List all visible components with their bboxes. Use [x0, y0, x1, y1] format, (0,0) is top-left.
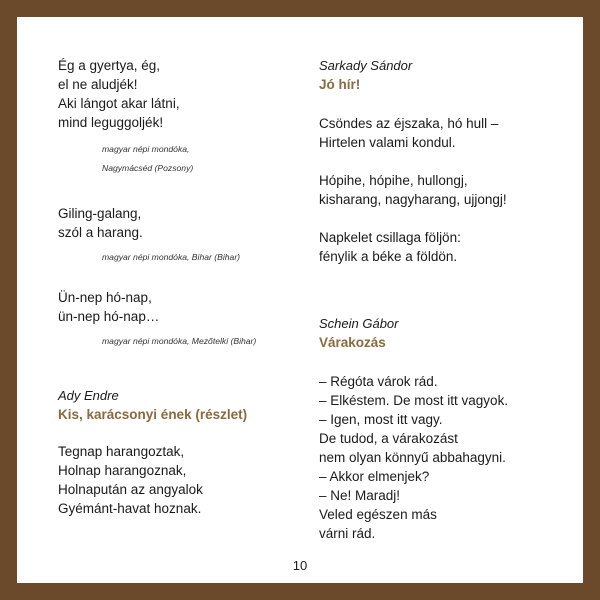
poem-author: Ady Endre	[58, 388, 119, 403]
poem-varakozas	[319, 372, 569, 543]
poem-line: Ég a gyertya, ég,	[58, 58, 161, 73]
poem-jo-hir-stanza-2	[319, 171, 569, 209]
poem-unnep-honap	[58, 288, 298, 326]
poem-line: Veled egészen más	[319, 507, 437, 522]
poem-line: kisharang, nagyharang, ujjongj!	[319, 192, 507, 207]
poem-title: Jó hír!	[319, 77, 361, 92]
poem-title: Várakozás	[319, 335, 386, 350]
poem-line: Hirtelen valami kondul.	[319, 135, 456, 150]
poem-line: Hópihe, hópihe, hullongj,	[319, 173, 468, 188]
attribution: magyar népi mondóka,	[102, 144, 190, 154]
poem-line: várni rád.	[319, 526, 376, 541]
attribution: Nagymácséd (Pozsony)	[102, 163, 194, 173]
poem-line: – Igen, most itt vagy.	[319, 412, 443, 427]
poem-eg-a-gyertya	[58, 56, 298, 132]
poem-line: Tegnap harangoztak,	[58, 444, 185, 459]
poem-line: – Régóta várok rád.	[319, 374, 438, 389]
poem-line: Giling-galang,	[58, 206, 142, 221]
poem-line: Holnap harangoznak,	[58, 463, 187, 478]
poem-giling-galang	[58, 204, 298, 242]
left-column	[58, 56, 298, 518]
poem-kis-karacsonyi-enek	[58, 442, 298, 518]
poem-author: Sarkady Sándor	[319, 58, 413, 73]
poem-line: – Elkéstem. De most itt vagyok.	[319, 393, 509, 408]
poem-line: Csöndes az éjszaka, hó hull –	[319, 116, 499, 131]
poem-line: Ün-nep hó-nap,	[58, 290, 152, 305]
book-page	[17, 17, 583, 583]
poem-author: Schein Gábor	[319, 316, 399, 331]
poem-line: Gyémánt-havat hoznak.	[58, 501, 202, 516]
right-column	[319, 56, 569, 543]
poem-jo-hir-stanza-1	[319, 114, 569, 152]
poem-line: nem olyan könnyű abbahagyni.	[319, 450, 506, 465]
poem-title: Kis, karácsonyi ének (részlet)	[58, 407, 248, 422]
poem-line: – Akkor elmenjek?	[319, 469, 430, 484]
poem-line: Aki lángot akar látni,	[58, 96, 180, 111]
page-number: 10	[292, 558, 308, 573]
poem-line: De tudod, a várakozást	[319, 431, 458, 446]
poem-line: Napkelet csillaga följön:	[319, 230, 461, 245]
poem-line: mind leguggoljék!	[58, 115, 164, 130]
attribution: magyar népi mondóka, Mezőtelki (Bihar)	[102, 336, 257, 346]
poem-jo-hir-stanza-3	[319, 228, 569, 266]
poem-line: – Ne! Maradj!	[319, 488, 401, 503]
poem-line: el ne aludjék!	[58, 77, 138, 92]
poem-line: ün-nep hó-nap…	[58, 309, 160, 324]
poem-line: Holnapután az angyalok	[58, 482, 203, 497]
poem-line: szól a harang.	[58, 225, 143, 240]
attribution: magyar népi mondóka, Bihar (Bihar)	[102, 252, 241, 262]
poem-line: fénylik a béke a földön.	[319, 249, 458, 264]
